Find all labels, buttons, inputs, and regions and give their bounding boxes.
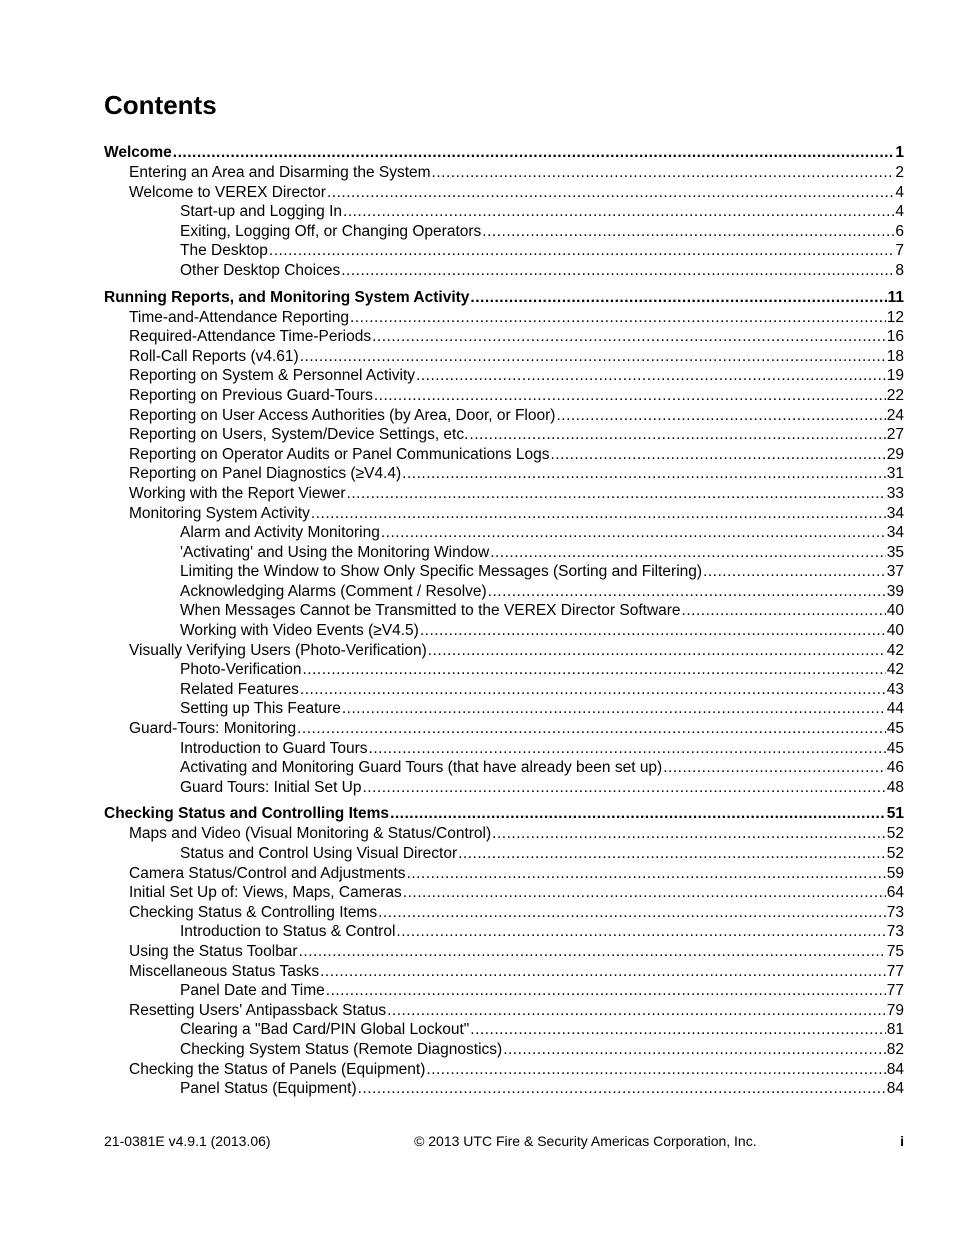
toc-entry-page: 16 [886,328,904,346]
toc-entry[interactable] [104,582,904,602]
dot-leader [556,406,885,426]
toc-entry-label: Resetting Users' Antipassback Status [129,1001,387,1019]
toc-entry-label: Welcome [104,144,172,161]
toc-entry-label: Checking the Status of Panels (Equipment) [129,1060,426,1078]
toc-entry[interactable] [104,1079,904,1099]
toc-entry-page: 22 [886,386,904,404]
toc-entry-page: 52 [886,825,904,843]
toc-entry-page: 19 [886,367,904,385]
toc-entry-page: 79 [886,1001,904,1019]
dot-leader [407,864,886,884]
dot-leader [327,183,894,203]
toc-entry-label: Running Reports, and Monitoring System Activity [104,288,470,306]
dot-leader [173,142,895,163]
toc-entry-label: Miscellaneous Status Tasks [129,962,320,980]
toc-entry[interactable] [104,327,904,347]
dot-leader [350,308,886,328]
toc-entry-label: Reporting on Panel Diagnostics (≥V4.4) [129,465,402,483]
toc-entry-page: 34 [886,524,904,542]
dot-leader [482,222,894,242]
toc-entry[interactable] [104,1020,904,1040]
toc-entry-label: Maps and Video (Visual Monitoring & Status/Control) [129,825,492,843]
toc-entry[interactable] [104,202,904,222]
dot-leader [299,942,886,962]
toc-entry[interactable] [104,445,904,465]
toc-entry[interactable] [104,347,904,367]
dot-leader [550,445,885,465]
toc-entry-page: 37 [886,563,904,581]
dot-leader [470,1020,885,1040]
toc-entry[interactable] [104,922,904,942]
toc-entry-page: 77 [886,962,904,980]
dot-leader [300,347,886,367]
dot-leader [403,883,886,903]
toc-entry-page: 82 [886,1040,904,1058]
page-number: i [900,1133,904,1149]
toc-entry-page: 4 [895,183,904,201]
toc-entry-label: Working with Video Events (≥V4.5) [180,622,419,640]
copyright-notice: © 2013 UTC Fire & Security Americas Corporation, Inc. [414,1133,757,1149]
toc-entry[interactable] [104,523,904,543]
dot-leader [378,903,886,923]
toc-entry-label: Working with the Report Viewer [129,484,346,502]
toc-entry-label: Photo-Verification [180,661,302,679]
toc-entry-page: 84 [886,1080,904,1098]
toc-entry-label: Time-and-Attendance Reporting [129,308,349,326]
toc-entry-page: 73 [886,923,904,941]
toc-entry-page: 84 [886,1060,904,1078]
toc-entry-page: 4 [895,203,904,221]
toc-entry[interactable] [104,1040,904,1060]
toc-entry[interactable] [104,142,904,163]
toc-entry[interactable] [104,699,904,719]
dot-leader [341,261,894,281]
toc-entry-page: 2 [895,164,904,181]
toc-entry-page: 39 [886,582,904,600]
toc-entry-page: 24 [886,406,904,424]
toc-entry[interactable] [104,719,904,739]
toc-entry-label: Related Features [180,680,299,698]
toc-entry[interactable] [104,504,904,524]
toc-entry-label: Other Desktop Choices [180,261,341,279]
toc-entry-label: Reporting on User Access Authorities (by Area, Door, or Floor) [129,406,556,424]
toc-entry-page: 64 [886,884,904,902]
toc-entry-label: Limiting the Window to Show Only Specific Messages (Sorting and Filtering) [180,563,703,581]
toc-entry-page: 42 [886,641,904,659]
toc-entry[interactable] [104,758,904,778]
toc-entry[interactable] [104,222,904,242]
toc-entry-page: 7 [895,242,904,260]
toc-entry[interactable] [104,601,904,621]
dot-leader [342,699,886,719]
toc-entry-page: 33 [886,484,904,502]
toc-entry-page: 11 [887,288,904,306]
dot-leader [343,202,894,222]
toc-entry-label: Alarm and Activity Monitoring [180,524,380,542]
toc-entry-page: 73 [886,903,904,921]
dot-leader [320,962,886,982]
toc-entry-page: 52 [886,845,904,862]
dot-leader [458,844,886,864]
toc-entry-label: Acknowledging Alarms (Comment / Resolve) [180,582,487,600]
toc-entry-page: 45 [886,739,904,757]
toc-entry[interactable] [104,287,904,308]
toc-entry[interactable] [104,241,904,261]
dot-leader [426,1060,885,1080]
dot-leader [297,719,886,739]
toc-entry[interactable] [104,942,904,962]
toc-entry[interactable] [104,406,904,426]
dot-leader [387,1001,886,1021]
toc-entry-page: 59 [886,864,904,882]
dot-leader [470,287,886,308]
dot-leader [396,922,885,942]
toc-entry-label: Reporting on System & Personnel Activity [129,367,416,385]
toc-entry-label: Panel Date and Time [180,982,325,1000]
dot-leader [663,758,886,778]
toc-entry-label: Entering an Area and Disarming the System [129,164,431,181]
toc-entry-label: Panel Status (Equipment) [180,1080,357,1098]
toc-entry-label: Activating and Monitoring Guard Tours (that have already been set up) [180,759,663,777]
toc-entry-label: Roll-Call Reports (v4.61) [129,347,299,365]
toc-entry[interactable] [104,484,904,504]
dot-leader [488,582,886,602]
dot-leader [390,803,886,824]
toc-entry[interactable] [104,641,904,661]
toc-entry-label: When Messages Cannot be Transmitted to the VEREX Director Software [180,602,681,620]
toc-entry-label: Status and Control Using Visual Director [180,845,458,862]
dot-leader [369,739,886,759]
toc-entry-page: 18 [886,347,904,365]
toc-entry[interactable] [104,864,904,884]
dot-leader [416,366,886,386]
toc-entry[interactable] [104,660,904,680]
toc-entry-label: Setting up This Feature [180,700,341,718]
toc-entry-label: Introduction to Status & Control [180,923,396,941]
toc-entry[interactable] [104,903,904,923]
toc-entry-page: 42 [886,661,904,679]
dot-leader [402,464,886,484]
toc-entry-page: 77 [886,982,904,1000]
dot-leader [490,543,886,563]
toc-entry[interactable] [104,261,904,281]
dot-leader [347,484,886,504]
dot-leader [420,621,886,641]
toc-entry-label: Reporting on Previous Guard-Tours [129,386,373,404]
toc-entry[interactable] [104,680,904,700]
toc-entry-label: Clearing a "Bad Card/PIN Global Lockout" [180,1021,470,1039]
toc-entry-page: 51 [886,805,904,823]
document-id: 21-0381E v4.9.1 (2013.06) [104,1133,271,1149]
toc-entry[interactable] [104,163,904,183]
toc-entry-page: 8 [895,261,904,279]
toc-entry[interactable] [104,464,904,484]
toc-entry[interactable] [104,778,904,798]
toc-entry-page: 29 [886,445,904,463]
toc-entry-label: Using the Status Toolbar [129,942,298,960]
toc-entry-page: 40 [886,622,904,640]
toc-entry[interactable] [104,366,904,386]
toc-entry-label: Welcome to VEREX Director [129,183,326,201]
toc-entry[interactable] [104,183,904,203]
dot-leader [269,241,894,261]
toc-entry-label: Introduction to Guard Tours [180,739,368,757]
dot-leader [300,680,886,700]
toc-entry-label: The Desktop [180,242,268,260]
toc-entry-label: Initial Set Up of: Views, Maps, Cameras [129,884,402,902]
toc-entry-page: 81 [886,1021,904,1039]
toc-entry-label: Reporting on Operator Audits or Panel Communications Logs [129,445,550,463]
toc-entry[interactable] [104,824,904,844]
toc-entry[interactable] [104,425,904,445]
dot-leader [432,163,895,183]
toc-entry[interactable] [104,386,904,406]
toc-entry-label: Checking Status & Controlling Items [129,903,378,921]
toc-entry-page: 75 [886,942,904,960]
toc-entry-label: Monitoring System Activity [129,504,310,522]
toc-entry-page: 48 [886,778,904,796]
toc-entry-label: Exiting, Logging Off, or Changing Operators [180,222,482,240]
toc-entry-label: 'Activating' and Using the Monitoring Window [180,543,490,561]
toc-entry[interactable] [104,739,904,759]
toc-entry-label: Required-Attendance Time-Periods [129,328,372,346]
toc-entry-label: Guard Tours: Initial Set Up [180,778,362,796]
toc-entry-page: 12 [886,308,904,326]
dot-leader [492,824,886,844]
toc-entry-label: Checking Status and Controlling Items [104,805,390,823]
dot-leader [374,386,886,406]
dot-leader [428,641,886,661]
table-of-contents [104,142,904,1099]
toc-entry-page: 31 [886,465,904,483]
toc-entry[interactable] [104,803,904,824]
page-footer [104,1133,904,1149]
toc-entry-page: 46 [886,759,904,777]
toc-entry[interactable] [104,562,904,582]
toc-entry-label: Reporting on Users, System/Device Settings, etc. [129,426,469,444]
toc-entry[interactable] [104,844,904,864]
toc-entry-page: 45 [886,720,904,738]
toc-entry-page: 1 [895,144,904,161]
toc-entry[interactable] [104,543,904,563]
dot-leader [326,981,886,1001]
toc-entry[interactable] [104,981,904,1001]
toc-entry-page: 35 [886,543,904,561]
toc-entry-label: Visually Verifying Users (Photo-Verification) [129,641,427,659]
toc-entry[interactable] [104,1060,904,1080]
dot-leader [682,601,886,621]
toc-entry-label: Checking System Status (Remote Diagnostics) [180,1040,503,1058]
toc-entry-label: Camera Status/Control and Adjustments [129,864,406,882]
toc-entry-page: 43 [886,680,904,698]
toc-entry-page: 44 [886,700,904,718]
toc-entry[interactable] [104,962,904,982]
toc-entry-page: 34 [886,504,904,522]
toc-entry-label: Guard-Tours: Monitoring [129,720,297,738]
toc-entry-page: 40 [886,602,904,620]
toc-entry[interactable] [104,308,904,328]
toc-entry[interactable] [104,883,904,903]
toc-entry-page: 27 [886,426,904,444]
dot-leader [503,1040,886,1060]
dot-leader [703,562,886,582]
dot-leader [469,425,885,445]
dot-leader [311,504,886,524]
dot-leader [381,523,886,543]
toc-entry-page: 6 [895,222,904,240]
dot-leader [303,660,886,680]
toc-entry[interactable] [104,1001,904,1021]
page-title: Contents [104,90,217,120]
dot-leader [358,1079,886,1099]
toc-entry[interactable] [104,621,904,641]
toc-entry-label: Start-up and Logging In [180,203,343,221]
dot-leader [372,327,886,347]
dot-leader [363,778,886,798]
